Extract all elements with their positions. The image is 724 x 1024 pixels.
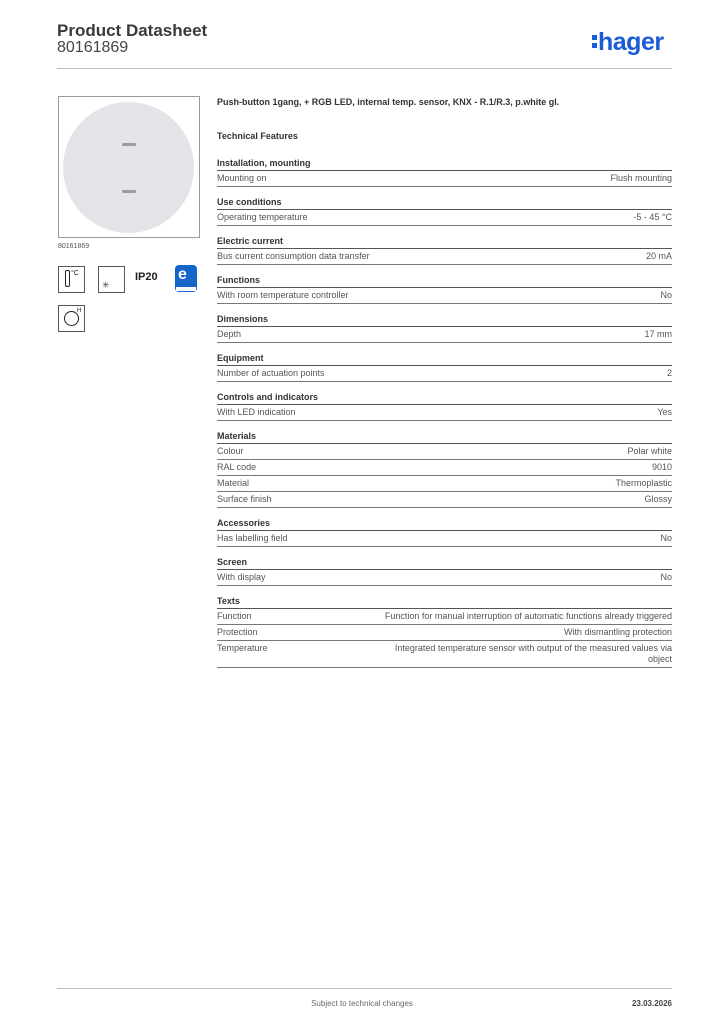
feature-group-title: Texts	[217, 595, 672, 609]
feature-row	[217, 460, 672, 476]
feature-value: Thermoplastic	[615, 478, 672, 488]
feature-group	[217, 196, 672, 226]
feature-group-title: Electric current	[217, 235, 672, 249]
feature-row	[217, 288, 672, 304]
feature-value: 9010	[651, 462, 672, 472]
feature-label: With LED indication	[217, 407, 296, 417]
feature-value: Integrated temperature sensor with output of the measured values via object	[394, 643, 672, 664]
feature-group	[217, 235, 672, 265]
light-sensor-icon: ✳	[98, 266, 125, 293]
feature-row	[217, 444, 672, 460]
feature-value: Polar white	[627, 446, 672, 456]
feature-row	[217, 210, 672, 226]
feature-label: Material	[217, 478, 250, 488]
feature-group-title: Installation, mounting	[217, 157, 672, 171]
feature-row	[217, 641, 672, 668]
feature-value: 2	[666, 368, 672, 378]
feature-group	[217, 595, 672, 668]
feature-group-title: Functions	[217, 274, 672, 288]
feature-row	[217, 249, 672, 265]
ip-rating-badge: IP20	[135, 271, 158, 283]
feature-label: Temperature	[217, 643, 268, 653]
footer-date: 23.03.2026	[631, 999, 672, 1008]
logo-dots-icon	[592, 28, 598, 52]
technical-features-title: Technical Features	[217, 131, 298, 141]
led-indicator-bottom	[122, 190, 136, 193]
feature-group	[217, 556, 672, 586]
product-description: Push-button 1gang, + RGB LED, internal temp. sensor, KNX - R.1/R.3, p.white gl.	[217, 97, 560, 107]
feature-row	[217, 609, 672, 625]
feature-group-title: Equipment	[217, 352, 672, 366]
feature-group-title: Materials	[217, 430, 672, 444]
feature-group-title: Dimensions	[217, 313, 672, 327]
logo-text: hager	[598, 28, 664, 56]
feature-value: With dismantling protection	[563, 627, 672, 637]
feature-group-title: Use conditions	[217, 196, 672, 210]
feature-group	[217, 430, 672, 508]
feature-row	[217, 570, 672, 586]
page-title: Product Datasheet	[57, 21, 208, 40]
led-indicator-top	[122, 143, 136, 146]
feature-label: With display	[217, 572, 266, 582]
technical-features	[217, 131, 672, 677]
feature-row	[217, 405, 672, 421]
feature-value: Flush mounting	[610, 173, 672, 183]
rotary-icon: H	[58, 305, 85, 332]
feature-label: Bus current consumption data transfer	[217, 251, 370, 261]
feature-label: With room temperature controller	[217, 290, 349, 300]
feature-value: Glossy	[644, 494, 672, 504]
feature-value: No	[660, 572, 672, 582]
feature-group	[217, 517, 672, 547]
feature-value: No	[660, 290, 672, 300]
feature-label: Operating temperature	[217, 212, 308, 222]
thermometer-icon: °C	[58, 266, 85, 293]
feature-label: Has labelling field	[217, 533, 288, 543]
product-image	[58, 96, 200, 238]
feature-row	[217, 625, 672, 641]
feature-row	[217, 492, 672, 508]
feature-label: Mounting on	[217, 173, 267, 183]
feature-row	[217, 327, 672, 343]
footer-note: Subject to technical changes	[311, 999, 413, 1008]
feature-label: Depth	[217, 329, 242, 339]
feature-value: No	[660, 533, 672, 543]
feature-value: 20 mA	[645, 251, 672, 261]
feature-value: -5 - 45 °C	[633, 212, 672, 222]
hager-logo	[592, 28, 664, 57]
feature-row	[217, 531, 672, 547]
feature-group	[217, 157, 672, 187]
article-number: 80161869	[57, 39, 129, 56]
feature-label: Surface finish	[217, 494, 272, 504]
feature-value: Function for manual interruption of automatic functions already triggered	[384, 611, 672, 621]
feature-group-title: Controls and indicators	[217, 391, 672, 405]
feature-value: 17 mm	[644, 329, 672, 339]
feature-group-title: Screen	[217, 556, 672, 570]
knx-logo-icon: e	[175, 265, 197, 292]
feature-value: Yes	[657, 407, 672, 417]
feature-label: RAL code	[217, 462, 257, 472]
feature-label: Number of actuation points	[217, 368, 325, 378]
feature-row	[217, 171, 672, 187]
feature-group	[217, 391, 672, 421]
push-button-face	[63, 102, 194, 233]
feature-group-title: Accessories	[217, 517, 672, 531]
feature-group	[217, 274, 672, 304]
feature-row	[217, 366, 672, 382]
product-image-code: 80161869	[58, 243, 90, 250]
feature-label: Function	[217, 611, 252, 621]
feature-group	[217, 352, 672, 382]
footer-divider	[57, 988, 672, 989]
feature-label: Colour	[217, 446, 244, 456]
feature-groups	[217, 157, 672, 668]
feature-label: Protection	[217, 627, 258, 637]
header-divider	[57, 68, 672, 69]
feature-row	[217, 476, 672, 492]
feature-group	[217, 313, 672, 343]
